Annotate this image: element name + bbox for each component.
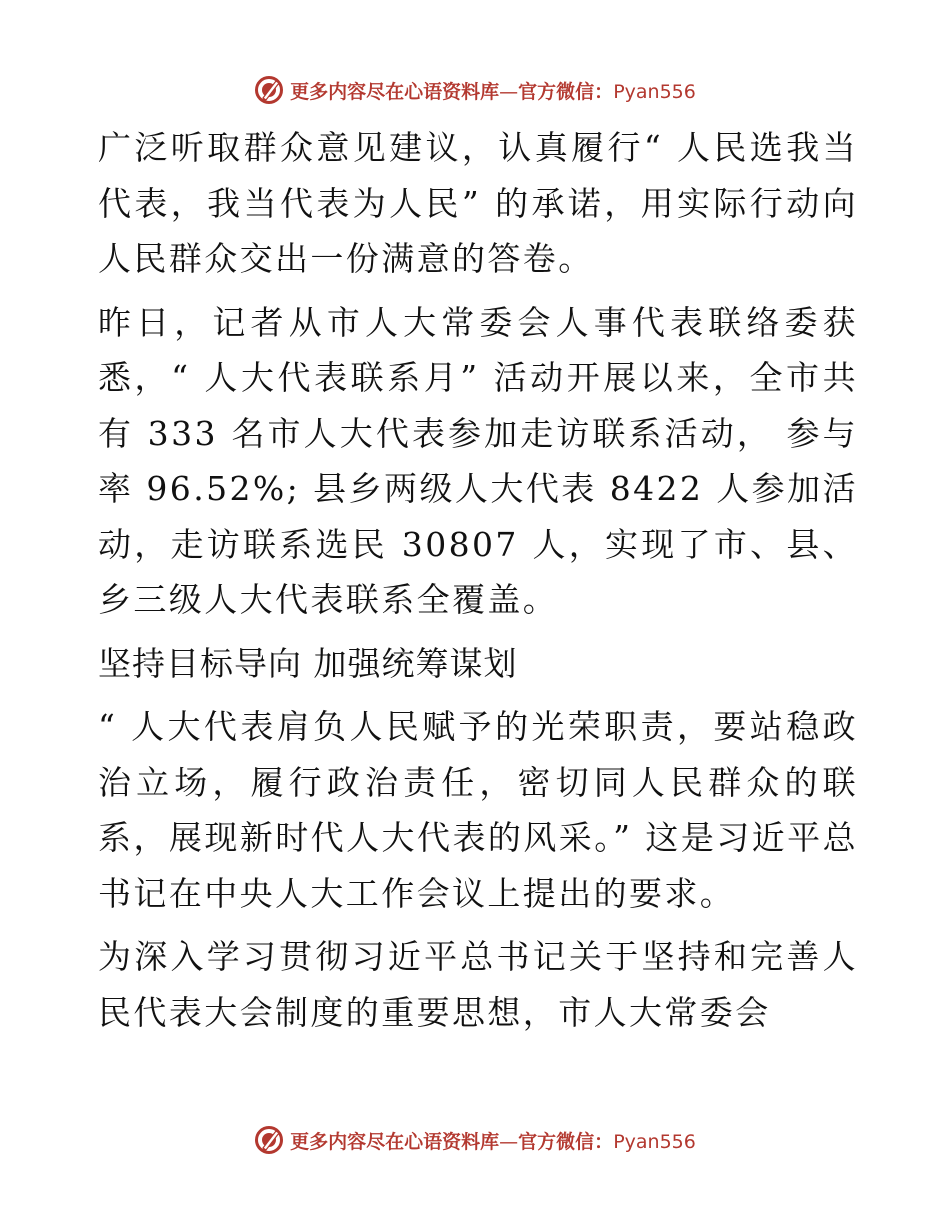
footer-banner — [0, 1120, 950, 1160]
banner-main-text: 更多内容尽在心语资料库 — [290, 80, 500, 103]
header-banner — [0, 70, 950, 110]
paragraph-2: 昨日，记者从市人大常委会人事代表联络委获悉，“ 人大代表联系月” 活动开展以来，全市共有 333 名市人大代表参加走访联系活动， 参与率 96.52%; 县乡两级人大代表 8422 人参加活动，走访联系选民 30807 人，实现了市、县、乡三级人大代表联系全覆盖。 — [98, 302, 858, 619]
pen-logo-icon — [254, 75, 284, 105]
paragraph-1: 广泛听取群众意见建议，认真履行“ 人民选我当代表，我当代表为人民” 的承诺，用实际行动向人民群众交出一份满意的答卷。 — [98, 128, 858, 278]
pen-logo-icon — [254, 1125, 284, 1155]
banner-dash: — — [499, 1130, 519, 1153]
section-heading: 坚持目标导向 加强统筹谋划 — [98, 643, 518, 683]
paragraph-3: “ 人大代表肩负人民赋予的光荣职责，要站稳政治立场，履行政治责任，密切同人民群众的联系，展现新时代人大代表的风采。” 这是习近平总书记在中央人大工作会议上提出的要求。 — [98, 707, 858, 913]
banner-main-text: 更多内容尽在心语资料库 — [290, 1130, 500, 1153]
banner-text — [290, 1127, 696, 1154]
banner-text — [290, 77, 696, 104]
banner-dash: — — [499, 80, 519, 103]
banner-wechat-label: 官方微信： — [518, 1130, 614, 1153]
document-body — [98, 120, 858, 1110]
banner-wechat-id: Pyan556 — [613, 1130, 696, 1153]
paragraph-4: 为深入学习贯彻习近平总书记关于坚持和完善人民代表大会制度的重要思想，市人大常委会 — [98, 937, 858, 1032]
banner-wechat-label: 官方微信： — [518, 80, 614, 103]
banner-wechat-id: Pyan556 — [613, 80, 696, 103]
